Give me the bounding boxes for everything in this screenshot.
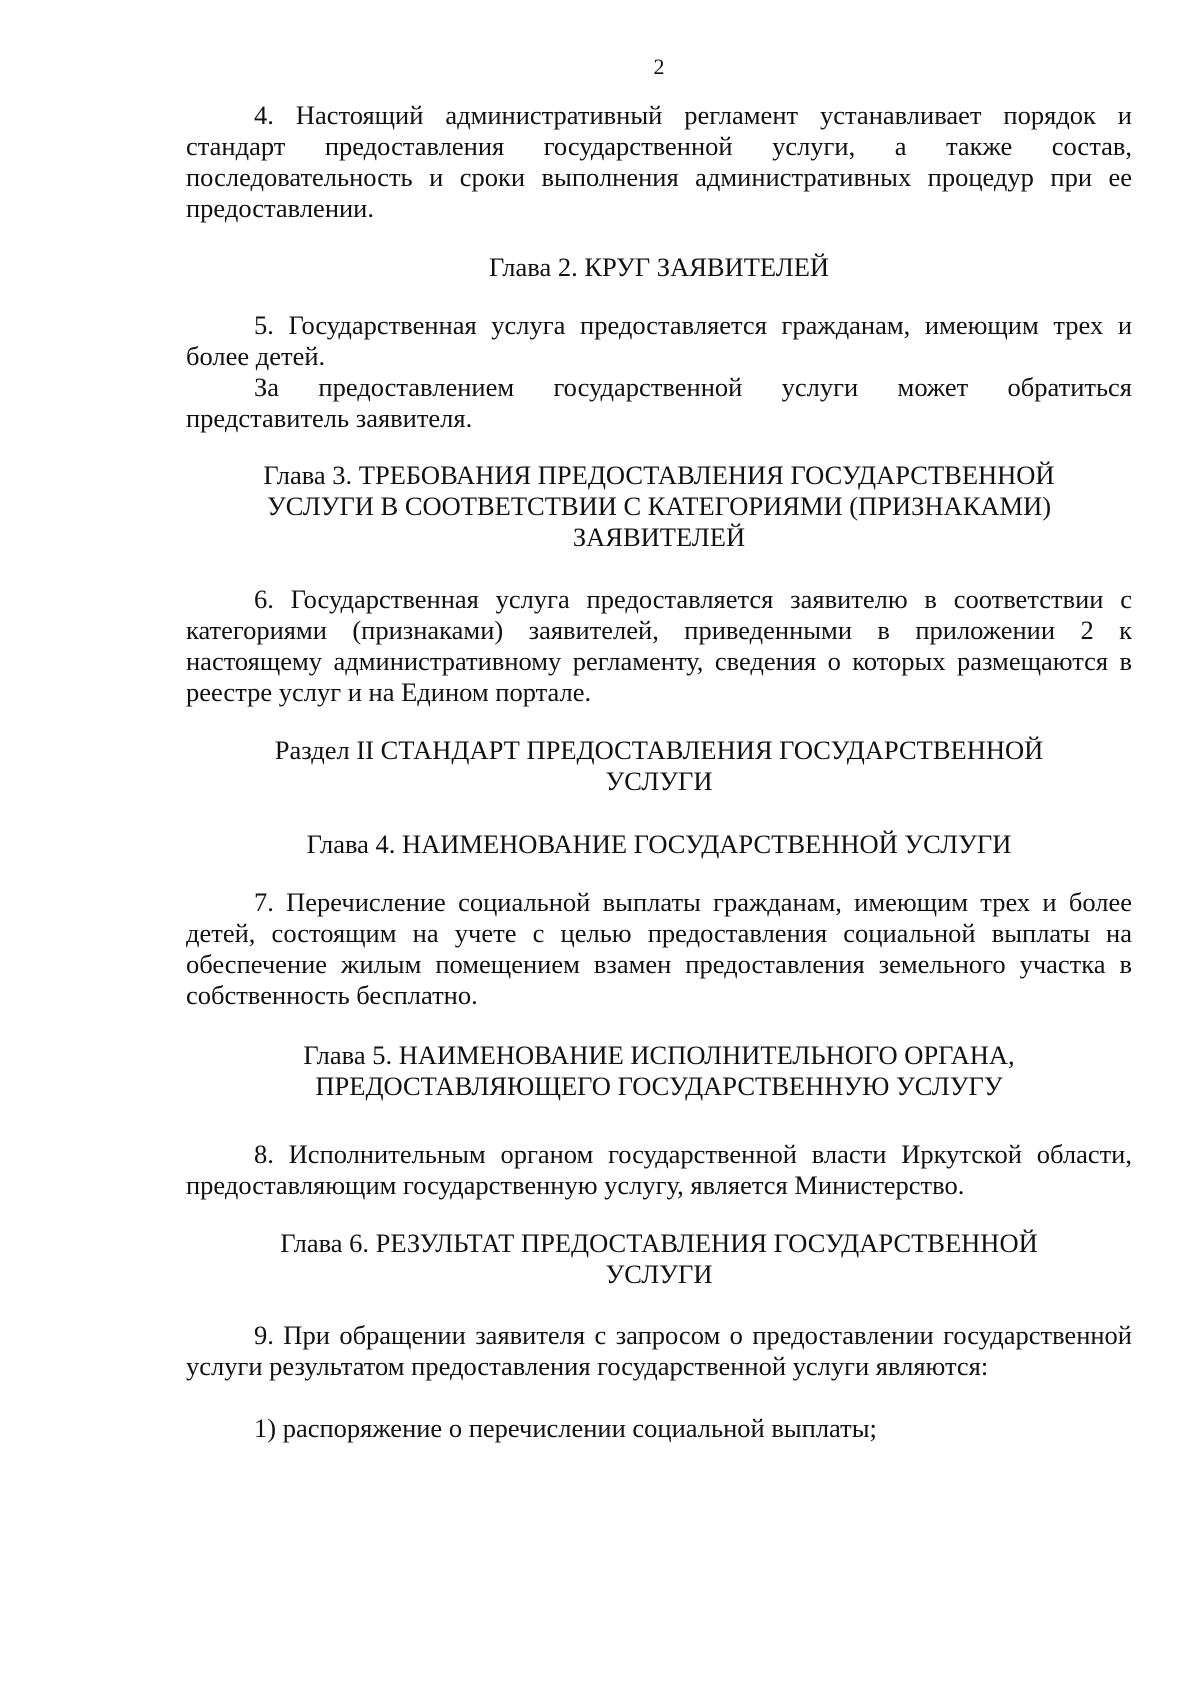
heading-chapter-3-line-2: УСЛУГИ В СООТВЕТСТВИИ С КАТЕГОРИЯМИ (ПРИЗНАКАМИ) <box>266 491 1052 521</box>
heading-chapter-6-line-1: Глава 6. РЕЗУЛЬТАТ ПРЕДОСТАВЛЕНИЯ ГОСУДАРСТВЕННОЙ <box>280 1228 1038 1258</box>
paragraph-5-representative: За предоставлением государственной услуги может обратиться представитель заявителя. <box>186 372 1132 433</box>
paragraph-6: 6. Государственная услуга предоставляется заявителю в соответствии с категориями (признаками) заявителей, приведенными в приложении 2 к настоящему административному регламенту, сведения о которых размещаются в реестре услуг и на Едином портале. <box>186 584 1132 707</box>
paragraph-7: 7. Перечисление социальной выплаты гражданам, имеющим трех и более детей, состоящим на учете с целью предоставления социальной выплаты на обеспечение жилым помещением взамен предоставления земельного участка в собственность бесплатно. <box>186 887 1132 1010</box>
heading-section-2-line-2: УСЛУГИ <box>605 766 713 796</box>
heading-chapter-3-line-1: Глава 3. ТРЕБОВАНИЯ ПРЕДОСТАВЛЕНИЯ ГОСУДАРСТВЕННОЙ <box>263 460 1055 490</box>
heading-chapter-5-line-2: ПРЕДОСТАВЛЯЮЩЕГО ГОСУДАРСТВЕННУЮ УСЛУГУ <box>315 1071 1003 1101</box>
paragraph-8: 8. Исполнительным органом государственной власти Иркутской области, предоставляющим государственную услугу, является Министерство. <box>186 1139 1132 1200</box>
paragraph-9: 9. При обращении заявителя с запросом о предоставлении государственной услуги результатом предоставления государственной услуги являются: <box>186 1320 1132 1381</box>
heading-chapter-5-line-1: Глава 5. НАИМЕНОВАНИЕ ИСПОЛНИТЕЛЬНОГО ОРГАНА, <box>303 1040 1015 1070</box>
paragraph-5: 5. Государственная услуга предоставляется гражданам, имеющим трех и более детей. <box>186 310 1132 371</box>
paragraph-9-item-1: 1) распоряжение о перечислении социальной выплаты; <box>254 1413 877 1443</box>
heading-chapter-4: Глава 4. НАИМЕНОВАНИЕ ГОСУДАРСТВЕННОЙ УСЛУГИ <box>306 829 1012 859</box>
heading-chapter-6-line-2: УСЛУГИ <box>605 1259 713 1289</box>
page-number: 2 <box>653 54 665 79</box>
heading-chapter-3-line-3: ЗАЯВИТЕЛЕЙ <box>572 522 746 552</box>
paragraph-4: 4. Настоящий административный регламент устанавливает порядок и стандарт предоставления государственной услуги, а также состав, последовательность и сроки выполнения административных процедур при ее предоставлении. <box>186 100 1132 223</box>
heading-chapter-2: Глава 2. КРУГ ЗАЯВИТЕЛЕЙ <box>488 252 830 282</box>
document-page <box>186 0 1132 1696</box>
heading-section-2-line-1: Раздел II СТАНДАРТ ПРЕДОСТАВЛЕНИЯ ГОСУДАРСТВЕННОЙ <box>274 735 1044 765</box>
